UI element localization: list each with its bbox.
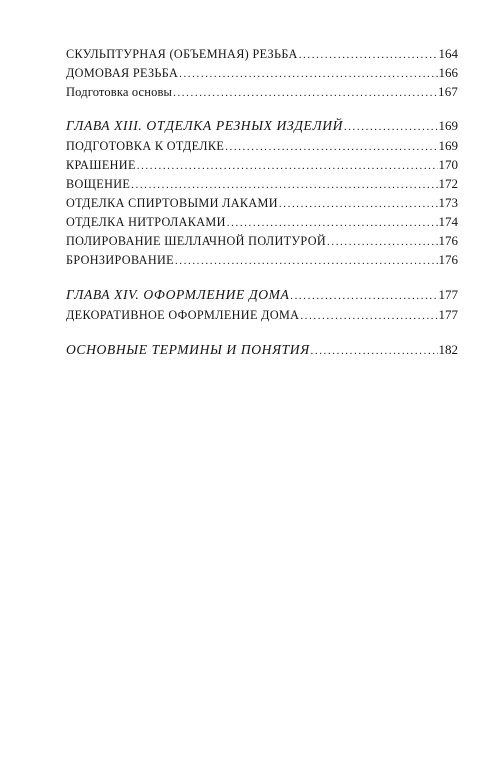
table-of-contents	[66, 44, 458, 360]
toc-entry-page: 170	[438, 157, 458, 172]
toc-entry-page: 176	[438, 252, 458, 267]
toc-entry-finishing-prep	[66, 136, 458, 155]
toc-entry-title: СКУЛЬПТУРНАЯ (ОБЪЕМНАЯ) РЕЗЬБА	[66, 47, 298, 61]
toc-entry-spirit-varnish	[66, 193, 458, 212]
dot-leader	[311, 341, 438, 362]
dot-leader	[137, 157, 438, 176]
dot-leader	[131, 176, 437, 195]
toc-entry-title: ВОЩЕНИЕ	[66, 177, 131, 191]
toc-entry-page: 164	[438, 46, 458, 61]
toc-entry-page: 169	[438, 138, 458, 153]
toc-entry-base-preparation	[66, 82, 458, 101]
toc-chapter-page: 177	[438, 287, 458, 302]
dot-leader	[344, 117, 437, 138]
toc-chapter-14	[66, 284, 458, 305]
toc-entry-sculptural-carving	[66, 44, 458, 63]
toc-entry-page: 176	[438, 233, 458, 248]
toc-entry-page: 174	[438, 214, 458, 229]
toc-entry-shellac-polishing	[66, 231, 458, 250]
dot-leader	[290, 286, 437, 307]
dot-leader	[299, 46, 438, 65]
dot-leader	[173, 84, 437, 103]
toc-entry-page: 173	[438, 195, 458, 210]
toc-entry-title: Подготовка основы	[66, 85, 173, 99]
toc-entry-page: 166	[438, 65, 458, 80]
toc-entry-page: 167	[438, 84, 458, 99]
toc-chapter-title: ГЛАВА XIV. ОФОРМЛЕНИЕ ДОМА	[66, 287, 290, 302]
toc-entry-title: ПОЛИРОВАНИЕ ШЕЛЛАЧНОЙ ПОЛИТУРОЙ	[66, 234, 326, 248]
toc-entry-painting	[66, 155, 458, 174]
toc-entry-title: ДЕКОРАТИВНОЕ ОФОРМЛЕНИЕ ДОМА	[66, 308, 300, 322]
toc-entry-waxing	[66, 174, 458, 193]
dot-leader	[300, 307, 437, 326]
dot-leader	[227, 214, 438, 233]
dot-leader	[175, 252, 438, 271]
toc-chapter-page: 182	[438, 342, 458, 357]
toc-entry-title: ПОДГОТОВКА К ОТДЕЛКЕ	[66, 139, 225, 153]
toc-entry-title: ОТДЕЛКА СПИРТОВЫМИ ЛАКАМИ	[66, 196, 278, 210]
toc-chapter-title: ГЛАВА XIII. ОТДЕЛКА РЕЗНЫХ ИЗДЕЛИЙ	[66, 118, 344, 133]
toc-entry-house-carving	[66, 63, 458, 82]
toc-entry-decorative-design	[66, 305, 458, 324]
dot-leader	[279, 195, 438, 214]
toc-entry-title: БРОНЗИРОВАНИЕ	[66, 253, 174, 267]
dot-leader	[179, 65, 437, 84]
toc-entry-nitro-varnish	[66, 212, 458, 231]
dot-leader	[327, 233, 438, 252]
toc-entry-page: 172	[438, 176, 458, 191]
toc-entry-title: КРАШЕНИЕ	[66, 158, 136, 172]
toc-terms-and-concepts	[66, 339, 458, 360]
toc-chapter-title: ОСНОВНЫЕ ТЕРМИНЫ И ПОНЯТИЯ	[66, 342, 310, 357]
toc-entry-page: 177	[438, 307, 458, 322]
dot-leader	[225, 138, 437, 157]
toc-entry-title: ДОМОВАЯ РЕЗЬБА	[66, 66, 179, 80]
toc-entry-title: ОТДЕЛКА НИТРОЛАКАМИ	[66, 215, 226, 229]
toc-chapter-13	[66, 115, 458, 136]
toc-entry-bronzing	[66, 250, 458, 269]
toc-chapter-page: 169	[438, 118, 458, 133]
